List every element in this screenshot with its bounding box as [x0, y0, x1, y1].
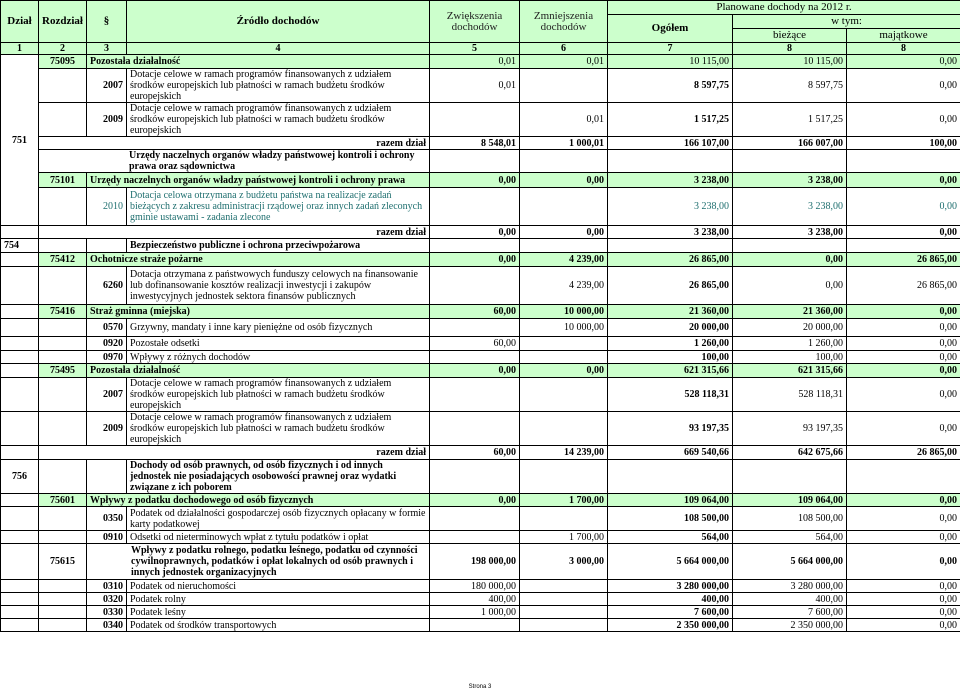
paragraf-code: 0340 [87, 619, 127, 632]
table-row [1, 494, 960, 507]
cell-majatkowe: 0,00 [847, 103, 960, 137]
cell-biezace: 10 115,00 [733, 55, 847, 69]
cell-biezace: 5 664 000,00 [733, 544, 847, 580]
cell-zw [430, 103, 520, 137]
table-row [1, 619, 960, 632]
rozdzial-code: 75101 [39, 173, 87, 188]
table-row [1, 580, 960, 593]
cell-zm: 1 700,00 [520, 531, 608, 544]
cell-ogolem: 8 597,75 [608, 69, 733, 103]
cell-zw: 180 000,00 [430, 580, 520, 593]
cell-zm [520, 507, 608, 531]
cell-zm [520, 69, 608, 103]
cell-majatkowe: 0,00 [847, 305, 960, 319]
cell-zm: 0,01 [520, 103, 608, 137]
cell-biezace: 564,00 [733, 531, 847, 544]
cell-zm: 0,00 [520, 173, 608, 188]
cell-zm: 0,00 [520, 226, 608, 239]
cell-zw [430, 412, 520, 446]
cell-majatkowe: 0,00 [847, 378, 960, 412]
row-name: Podatek od działalności gospodarczej osób fizycznych opłacany w formie karty podatkowej [127, 507, 430, 531]
cell-majatkowe: 0,00 [847, 226, 960, 239]
cell-ogolem: 7 600,00 [608, 606, 733, 619]
cell-zw: 0,00 [430, 253, 520, 267]
col-number: 1 [1, 43, 39, 55]
table-row [1, 253, 960, 267]
cell-zw: 8 548,01 [430, 137, 520, 150]
cell-zw: 0,01 [430, 69, 520, 103]
row-name: Pozostała działalność [90, 56, 181, 67]
paragraf-code: 2010 [87, 188, 127, 226]
cell-biezace: 1 517,25 [733, 103, 847, 137]
cell-majatkowe: 26 865,00 [847, 446, 960, 460]
cell-biezace: 3 238,00 [733, 226, 847, 239]
col-number: 8 [733, 43, 847, 55]
table-row [1, 446, 960, 460]
cell-biezace: 21 360,00 [733, 305, 847, 319]
table-row [1, 507, 960, 531]
cell-majatkowe: 0,00 [847, 364, 960, 378]
row-name: Podatek od środków transportowych [127, 619, 430, 632]
cell-ogolem: 3 238,00 [608, 226, 733, 239]
cell-biezace: 2 350 000,00 [733, 619, 847, 632]
table-row [1, 305, 960, 319]
table-row [1, 337, 960, 351]
cell-zw [430, 188, 520, 226]
dzial-name: Urzędy naczelnych organów władzy państwowej kontroli i ochrony prawa oraz sądownictwa [39, 150, 430, 173]
cell-majatkowe: 0,00 [847, 337, 960, 351]
col-dzial-header: Dział [1, 1, 39, 43]
paragraf-code: 0350 [87, 507, 127, 531]
cell-ogolem: 669 540,66 [608, 446, 733, 460]
row-name: Dotacje celowe w ramach programów finansowanych z udziałem środków europejskich lub płatności w ramach budżetu środków europejskich [127, 378, 430, 412]
dzial-name: Dochody od osób prawnych, od osób fizycznych i od innych jednostek nie posiadających osobowości prawnej oraz wydatki związane z ich poborem [127, 460, 430, 494]
cell-majatkowe: 0,00 [847, 188, 960, 226]
row-name: Pozostała działalność [87, 364, 430, 378]
row-name: Straż gminna (miejska) [87, 305, 430, 319]
paragraf-code: 2007 [87, 378, 127, 412]
cell-majatkowe: 100,00 [847, 137, 960, 150]
cell-majatkowe: 0,00 [847, 593, 960, 606]
cell-ogolem: 3 238,00 [608, 173, 733, 188]
cell-zm [520, 351, 608, 364]
cell-biezace: 3 280 000,00 [733, 580, 847, 593]
cell-zm: 14 239,00 [520, 446, 608, 460]
cell-majatkowe: 0,00 [847, 494, 960, 507]
cell-zm [520, 619, 608, 632]
razem-label: razem dział [39, 446, 430, 460]
paragraf-code: 0970 [87, 351, 127, 364]
cell-zm: 0,01 [520, 55, 608, 69]
cell-majatkowe: 0,00 [847, 69, 960, 103]
cell-biezace: 7 600,00 [733, 606, 847, 619]
cell-majatkowe: 0,00 [847, 544, 960, 580]
cell-zw: 60,00 [430, 337, 520, 351]
cell-zm: 4 239,00 [520, 253, 608, 267]
row-name: Dotacja otrzymana z państwowych funduszy celowych na finansowanie lub dofinansowanie kosztów realizacji inwestycji i zakupów inwestycyjnych jednostek sektora finansów publicznych [127, 267, 430, 305]
col-majatkowe-header: majątkowe [847, 29, 960, 43]
col-number: 4 [127, 43, 430, 55]
col-zmniejszenia-header: Zmniejszenia dochodów [520, 1, 608, 43]
cell-ogolem: 21 360,00 [608, 305, 733, 319]
cell-zw: 198 000,00 [430, 544, 520, 580]
cell-biezace: 3 238,00 [733, 188, 847, 226]
cell-ogolem: 400,00 [608, 593, 733, 606]
table-row [1, 103, 960, 137]
dzial-code: 754 [1, 239, 39, 253]
paragraf-code: 0320 [87, 593, 127, 606]
cell-zw: 400,00 [430, 593, 520, 606]
page-footer: Strona 3 [468, 684, 492, 690]
cell-biezace: 642 675,66 [733, 446, 847, 460]
row-name: Wpływy z podatku dochodowego od osób fizycznych [87, 494, 430, 507]
table-row [1, 351, 960, 364]
cell-zw [430, 531, 520, 544]
dzial-name: Bezpieczeństwo publiczne i ochrona przeciwpożarowa [127, 239, 430, 253]
rozdzial-code: 75601 [39, 494, 87, 507]
paragraf-code: 0570 [87, 319, 127, 337]
cell-biezace: 8 597,75 [733, 69, 847, 103]
row-name: Dotacje celowe w ramach programów finansowanych z udziałem środków europejskich lub płatności w ramach budżetu środków europejskich [127, 412, 430, 446]
table-row [1, 226, 960, 239]
cell-majatkowe: 0,00 [847, 319, 960, 337]
rozdzial-code: 75095 [39, 55, 87, 69]
cell-zw: 0,00 [430, 494, 520, 507]
table-row [1, 173, 960, 188]
table-row [1, 69, 960, 103]
cell-zw [430, 619, 520, 632]
row-name: Podatek leśny [127, 606, 430, 619]
row-name: Wpływy z podatku rolnego, podatku leśnego, podatku od czynności cywilnoprawnych, podatków i opłat lokalnych od osób prawnych i innych jednostek organizacyjnych [87, 544, 430, 580]
col-number: 3 [87, 43, 127, 55]
col-paragraf-header: § [87, 1, 127, 43]
cell-biezace: 109 064,00 [733, 494, 847, 507]
table-row [1, 364, 960, 378]
cell-ogolem: 621 315,66 [608, 364, 733, 378]
cell-majatkowe: 0,00 [847, 580, 960, 593]
col-number: 6 [520, 43, 608, 55]
cell-zw: 0,00 [430, 226, 520, 239]
table-row [1, 544, 960, 580]
table-row [1, 55, 960, 69]
cell-ogolem: 100,00 [608, 351, 733, 364]
col-rozdzial-header: Rozdział [39, 1, 87, 43]
row-name: Grzywny, mandaty i inne kary pieniężne od osób fizycznych [127, 319, 430, 337]
cell-zw [430, 507, 520, 531]
cell-zm [520, 188, 608, 226]
table-row [1, 267, 960, 305]
cell-zm: 10 000,00 [520, 319, 608, 337]
table-row [1, 593, 960, 606]
cell-zm [520, 606, 608, 619]
cell-ogolem: 1 517,25 [608, 103, 733, 137]
cell-zm: 3 000,00 [520, 544, 608, 580]
paragraf-code: 2009 [87, 412, 127, 446]
row-name: Dotacje celowe w ramach programów finansowanych z udziałem środków europejskich lub płatności w ramach budżetu środków europejskich [127, 103, 430, 137]
cell-zm [520, 412, 608, 446]
table-row [1, 412, 960, 446]
cell-biezace: 1 260,00 [733, 337, 847, 351]
cell-zw: 60,00 [430, 305, 520, 319]
row-name: Wpływy z różnych dochodów [127, 351, 430, 364]
row-name: Podatek rolny [127, 593, 430, 606]
cell-ogolem: 10 115,00 [608, 55, 733, 69]
table-row [1, 460, 960, 494]
cell-ogolem: 26 865,00 [608, 253, 733, 267]
col-number: 8 [847, 43, 960, 55]
cell-ogolem: 528 118,31 [608, 378, 733, 412]
cell-zw: 1 000,00 [430, 606, 520, 619]
col-zwiekszenia-header: Zwiększenia dochodów [430, 1, 520, 43]
col-number: 7 [608, 43, 733, 55]
row-name: Dotacje celowe w ramach programów finansowanych z udziałem środków europejskich lub płatności w ramach budżetu środków europejskich [127, 69, 430, 103]
cell-zw: 0,00 [430, 364, 520, 378]
cell-zw: 60,00 [430, 446, 520, 460]
cell-ogolem: 3 280 000,00 [608, 580, 733, 593]
cell-biezace: 108 500,00 [733, 507, 847, 531]
razem-label: razem dział [39, 226, 430, 239]
cell-biezace: 20 000,00 [733, 319, 847, 337]
cell-ogolem: 1 260,00 [608, 337, 733, 351]
cell-zm [520, 337, 608, 351]
cell-zw [430, 267, 520, 305]
cell-zw: 0,00 [430, 173, 520, 188]
cell-ogolem: 109 064,00 [608, 494, 733, 507]
cell-ogolem: 26 865,00 [608, 267, 733, 305]
cell-zm: 1 000,01 [520, 137, 608, 150]
cell-ogolem: 5 664 000,00 [608, 544, 733, 580]
cell-zm [520, 593, 608, 606]
table-row [1, 239, 960, 253]
cell-zw: 0,01 [430, 55, 520, 69]
cell-ogolem: 3 238,00 [608, 188, 733, 226]
cell-zm [520, 378, 608, 412]
cell-biezace: 93 197,35 [733, 412, 847, 446]
cell-majatkowe: 26 865,00 [847, 267, 960, 305]
cell-ogolem: 2 350 000,00 [608, 619, 733, 632]
cell-biezace: 3 238,00 [733, 173, 847, 188]
cell-zm [520, 580, 608, 593]
row-name: Podatek od nieruchomości [127, 580, 430, 593]
cell-ogolem: 108 500,00 [608, 507, 733, 531]
dzial-code: 756 [1, 460, 39, 494]
paragraf-code: 0910 [87, 531, 127, 544]
cell-ogolem: 20 000,00 [608, 319, 733, 337]
cell-biezace: 621 315,66 [733, 364, 847, 378]
table-row [1, 150, 960, 173]
cell-majatkowe: 0,00 [847, 412, 960, 446]
paragraf-code: 2009 [87, 103, 127, 137]
table-row [1, 606, 960, 619]
cell-majatkowe: 0,00 [847, 606, 960, 619]
col-wtym-header: w tym: [733, 15, 960, 29]
row-name: Ochotnicze straże pożarne [87, 253, 430, 267]
rozdzial-code: 75416 [39, 305, 87, 319]
cell-ogolem: 564,00 [608, 531, 733, 544]
col-number: 5 [430, 43, 520, 55]
cell-biezace: 100,00 [733, 351, 847, 364]
cell-zm: 4 239,00 [520, 267, 608, 305]
row-name: Odsetki od nieterminowych wpłat z tytułu podatków i opłat [127, 531, 430, 544]
row-name: Dotacja celowa otrzymana z budżetu państwa na realizacje zadań bieżących z zakresu administracji rządowej oraz innych zadań zleconych gminie ustawami - zadania zlecone [127, 188, 430, 226]
paragraf-code: 2007 [87, 69, 127, 103]
paragraf-code: 0920 [87, 337, 127, 351]
col-biezace-header: bieżące [733, 29, 847, 43]
cell-biezace: 0,00 [733, 267, 847, 305]
cell-zw [430, 378, 520, 412]
paragraf-code: 6260 [87, 267, 127, 305]
col-planowane-header: Planowane dochody na 2012 r. [608, 1, 960, 15]
cell-majatkowe: 0,00 [847, 173, 960, 188]
row-name: Urzędy naczelnych organów władzy państwowej kontroli i ochrony prawa [87, 173, 430, 188]
table-row [1, 137, 960, 150]
col-ogolem-header: Ogółem [608, 15, 733, 43]
cell-majatkowe: 26 865,00 [847, 253, 960, 267]
cell-biezace: 0,00 [733, 253, 847, 267]
cell-majatkowe: 0,00 [847, 507, 960, 531]
cell-majatkowe: 0,00 [847, 619, 960, 632]
table-row [1, 188, 960, 226]
cell-majatkowe: 0,00 [847, 351, 960, 364]
dzial-code: 751 [1, 55, 39, 226]
table-row [1, 531, 960, 544]
cell-zm: 0,00 [520, 364, 608, 378]
col-zrodlo-header: Źródło dochodów [127, 1, 430, 43]
col-number: 2 [39, 43, 87, 55]
cell-biezace: 528 118,31 [733, 378, 847, 412]
cell-biezace: 166 007,00 [733, 137, 847, 150]
paragraf-code: 0330 [87, 606, 127, 619]
rozdzial-code: 75495 [39, 364, 87, 378]
cell-zw [430, 351, 520, 364]
paragraf-code: 0310 [87, 580, 127, 593]
table-row [1, 378, 960, 412]
cell-zm: 1 700,00 [520, 494, 608, 507]
cell-ogolem: 93 197,35 [608, 412, 733, 446]
row-name: Pozostałe odsetki [127, 337, 430, 351]
cell-zw [430, 319, 520, 337]
cell-majatkowe: 0,00 [847, 531, 960, 544]
cell-ogolem: 166 107,00 [608, 137, 733, 150]
razem-label: razem dział [39, 137, 430, 150]
table-row [1, 319, 960, 337]
cell-zm: 10 000,00 [520, 305, 608, 319]
cell-biezace: 400,00 [733, 593, 847, 606]
rozdzial-code: 75412 [39, 253, 87, 267]
cell-majatkowe: 0,00 [847, 55, 960, 69]
rozdzial-code: 75615 [39, 544, 87, 580]
